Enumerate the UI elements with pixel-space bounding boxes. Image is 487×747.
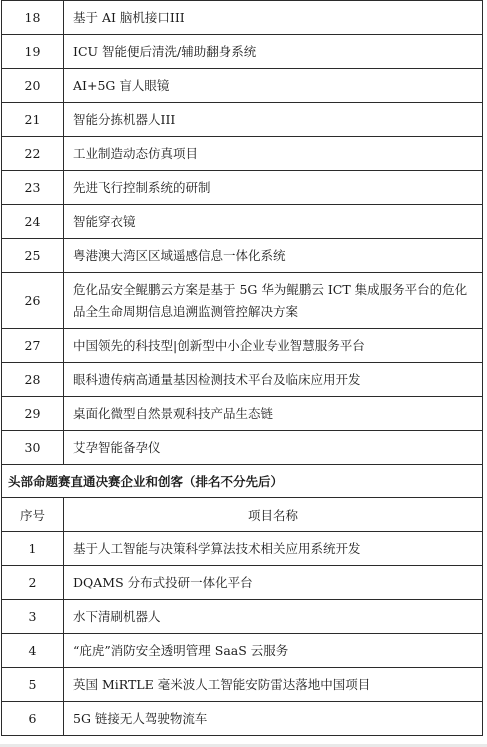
project-name: 水下清刷机器人 — [64, 600, 483, 634]
table-row — [2, 171, 483, 205]
project-name: 智能穿衣镜 — [64, 205, 483, 239]
column-header-name: 项目名称 — [64, 498, 483, 532]
row-number: 21 — [2, 103, 64, 137]
table-header-row — [2, 498, 483, 532]
row-number: 5 — [2, 668, 64, 702]
table-row — [2, 69, 483, 103]
row-number: 6 — [2, 702, 64, 736]
table-row — [2, 566, 483, 600]
project-name: 艾孕智能备孕仪 — [64, 431, 483, 465]
section-title: 头部命题赛直通决赛企业和创客（排名不分先后） — [2, 465, 483, 498]
project-name: 粤港澳大湾区区域遥感信息一体化系统 — [64, 239, 483, 273]
row-number: 1 — [2, 532, 64, 566]
project-name: 桌面化微型自然景观科技产品生态链 — [64, 397, 483, 431]
table-row — [2, 431, 483, 465]
row-number: 27 — [2, 329, 64, 363]
table-row — [2, 205, 483, 239]
table-row — [2, 363, 483, 397]
project-name: 中国领先的科技型|创新型中小企业专业智慧服务平台 — [64, 329, 483, 363]
row-number: 3 — [2, 600, 64, 634]
table-row — [2, 532, 483, 566]
table-row — [2, 702, 483, 736]
table-row — [2, 1, 483, 35]
row-number: 23 — [2, 171, 64, 205]
row-number: 30 — [2, 431, 64, 465]
project-name: 基于 AI 脑机接口III — [64, 1, 483, 35]
row-number: 20 — [2, 69, 64, 103]
row-number: 29 — [2, 397, 64, 431]
row-number: 22 — [2, 137, 64, 171]
table-row — [2, 273, 483, 329]
project-name: 工业制造动态仿真项目 — [64, 137, 483, 171]
section-header-row — [2, 465, 483, 498]
project-name: “庇虎”消防安全透明管理 SaaS 云服务 — [64, 634, 483, 668]
row-number: 24 — [2, 205, 64, 239]
row-number: 28 — [2, 363, 64, 397]
project-name: 英国 MiRTLE 毫米波人工智能安防雷达落地中国项目 — [64, 668, 483, 702]
project-name: 先进飞行控制系统的研制 — [64, 171, 483, 205]
row-number: 25 — [2, 239, 64, 273]
table-row — [2, 634, 483, 668]
row-number: 26 — [2, 273, 64, 329]
table-row — [2, 239, 483, 273]
table-row — [2, 137, 483, 171]
row-number: 19 — [2, 35, 64, 69]
project-name: 眼科遗传病高通量基因检测技术平台及临床应用开发 — [64, 363, 483, 397]
project-table — [1, 0, 483, 736]
project-name: ICU 智能便后清洗/辅助翻身系统 — [64, 35, 483, 69]
project-name: 危化品安全鲲鹏云方案是基于 5G 华为鲲鹏云 ICT 集成服务平台的危化品全生命周期信息追溯监测管控解决方案 — [64, 273, 483, 329]
row-number: 18 — [2, 1, 64, 35]
table-row — [2, 329, 483, 363]
table-row — [2, 35, 483, 69]
row-number: 4 — [2, 634, 64, 668]
table-row — [2, 397, 483, 431]
project-name: 基于人工智能与决策科学算法技术相关应用系统开发 — [64, 532, 483, 566]
table-row — [2, 103, 483, 137]
table-row — [2, 600, 483, 634]
project-name: 智能分拣机器人III — [64, 103, 483, 137]
project-name: DQAMS 分布式投研一体化平台 — [64, 566, 483, 600]
project-name: 5G 链接无人驾驶物流车 — [64, 702, 483, 736]
project-name: AI+5G 盲人眼镜 — [64, 69, 483, 103]
column-header-number: 序号 — [2, 498, 64, 532]
table-row — [2, 668, 483, 702]
row-number: 2 — [2, 566, 64, 600]
